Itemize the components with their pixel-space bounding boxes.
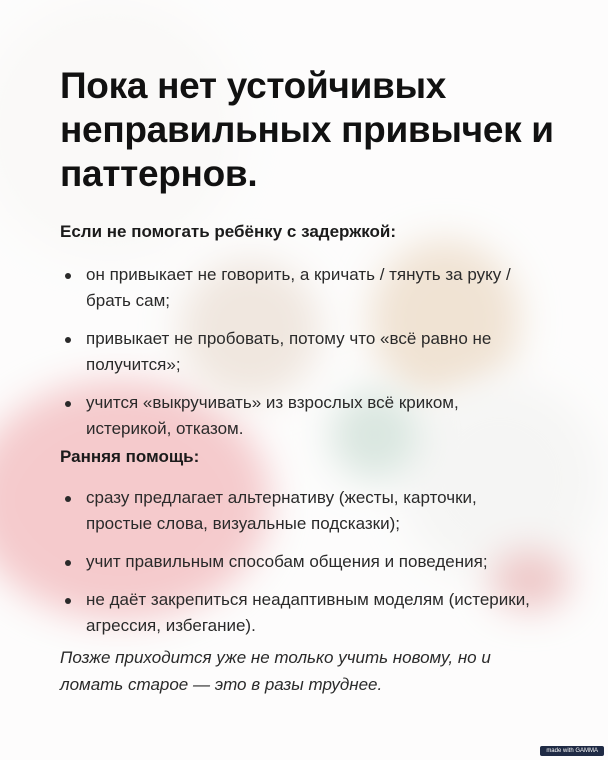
section2-list [60, 485, 540, 651]
conclusion-text: Позже приходится уже не только учить новому, но и ломать старое — это в разы труднее. [60, 648, 491, 694]
page-title: Пока нет устойчивых неправильных привычек и паттернов. [60, 65, 554, 194]
made-with-badge[interactable]: made with GAMMA [540, 746, 604, 756]
list-item: учит правильным способам общения и поведения; [60, 549, 540, 575]
section1-list [60, 262, 540, 454]
slide-content [60, 64, 560, 694]
section1-heading: Если не помогать ребёнку с задержкой: [60, 222, 397, 241]
section2-heading: Ранняя помощь: [60, 447, 200, 466]
list-item: не даёт закрепиться неадаптивным моделям (истерики, агрессия, избегание). [60, 587, 540, 639]
list-item: сразу предлагает альтернативу (жесты, карточки, простые слова, визуальные подсказки); [60, 485, 540, 537]
list-item: он привыкает не говорить, а кричать / тянуть за руку / брать сам; [60, 262, 540, 314]
list-item: привыкает не пробовать, потому что «всё равно не получится»; [60, 326, 540, 378]
list-item: учится «выкручивать» из взрослых всё криком, истерикой, отказом. [60, 390, 540, 442]
